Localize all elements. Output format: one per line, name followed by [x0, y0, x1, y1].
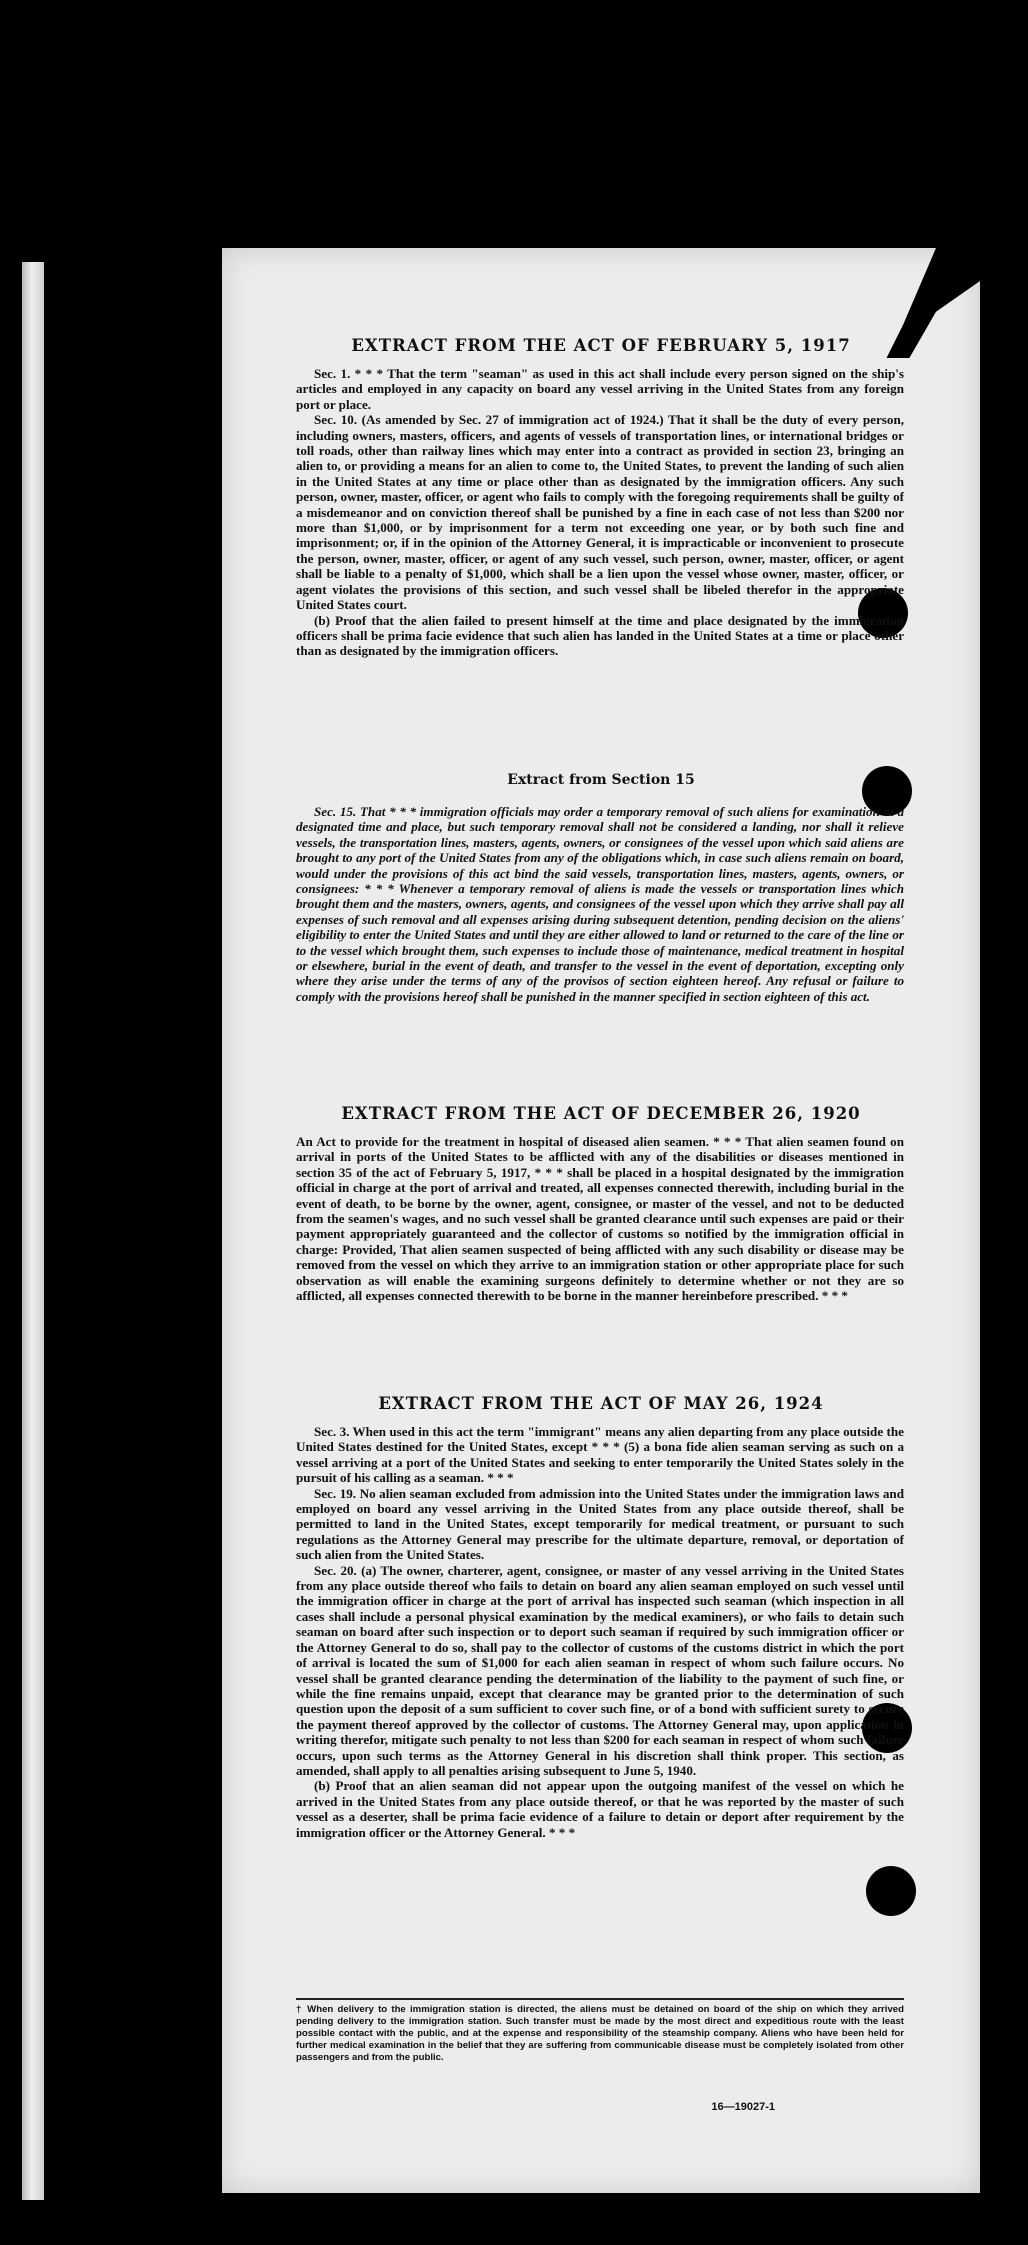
footnote: † When delivery to the immigration station is directed, the aliens must be detained on board of the ship on which they arrived pending delivery to the immigration station. Such transfer must be made by the most direct and expeditious route with the least possible contact with the public, and at the expense and responsibility of the steamship company. Aliens who have been held for further medical examination in the belief that they are suffering from communicable disease must be completely isolated from other passengers and from the public. [296, 2004, 904, 2063]
punch-hole [866, 1866, 916, 1916]
sec-3-paragraph: Sec. 3. When used in this act the term "immigrant" means any alien departing from any place outside the United States destined for the United States, except * * * (5) a bona fide alien seaman serving as such on a vessel arriving at a port of the United States and seeking to enter temporarily the United States solely in the pursuit of his calling as a seaman. * * * [296, 1424, 904, 1486]
left-paper-strip [22, 262, 44, 2200]
sec-10-paragraph: Sec. 10. (As amended by Sec. 27 of immigration act of 1924.) That it shall be the duty of every person, including owners, masters, officers, and agents of vessels of transportation lines, or international bridges or toll roads, other than railway lines which may enter into a contract as provided in section 23, bringing an alien to, or providing a means for an alien to come to, the United States, to prevent the landing of such alien in the United States at any time or place other than as designated by the immigration officers. Any such person, owner, master, officer, or agent who fails to comply with the foregoing requirements shall be guilty of a misdemeanor and on conviction thereof shall be punished by a fine in each case of not less than $200 nor more than $1,000, or by imprisonment for a term not exceeding one year, or by both such fine and imprisonment; or, if in the opinion of the Attorney General, it is impracticable or inconvenient to prosecute the person, owner, master, officer, or agent of any such vessel, such person, owner, master, officer, or agent shall be liable to a penalty of $1,000, which shall be a lien upon the vessel whose owner, master, officer, or agent violates the provisions of this section, and such vessel shall be libeled therefor in the appropriate United States court. [296, 412, 904, 613]
sec-1-paragraph: Sec. 1. * * * That the term "seaman" as used in this act shall include every person signed on the ship's articles and employed in any capacity on board any vessel arriving in the United States from any foreign port or place. [296, 366, 904, 412]
section-act-1924 [296, 1424, 904, 1840]
section-act-1920 [296, 1134, 904, 1303]
document-page [222, 248, 980, 2193]
heading-act-1924: EXTRACT FROM THE ACT OF MAY 26, 1924 [378, 1394, 824, 1413]
heading-act-1917: EXTRACT FROM THE ACT OF FEBRUARY 5, 1917 [351, 336, 851, 355]
heading-section-15: Extract from Section 15 [507, 772, 695, 788]
act-1920-paragraph: An Act to provide for the treatment in hospital of diseased alien seamen. * * * That alien seamen found on arrival in ports of the United States to be afflicted with any of the disabilities or diseases mentioned in section 35 of the act of February 5, 1917, * * * shall be placed in a hospital designated by the immigration official in charge at the port of arrival and treated, all expenses connected therewith, including burial in the event of death, to be borne by the owner, agent, consignee, or master of the vessel, and not to be deducted from the seamen's wages, and no such vessel shall be granted clearance until such expenses are paid or their payment appropriately guaranteed and the collector of customs so notified by the immigration official in charge: Provided, That alien seamen suspected of being afflicted with any such disability or disease may be removed from the vessel on which they arrive to an immigration station or other appropriate place for such observation as will enable the examining surgeons definitely to determine whether or not they are so afflicted, all expenses connected therewith to be borne in the manner hereinbefore prescribed. * * * [296, 1134, 904, 1304]
heading-act-1920: EXTRACT FROM THE ACT OF DECEMBER 26, 1920 [341, 1104, 861, 1123]
form-number: 16—19027-1 [711, 2101, 775, 2113]
footnote-divider [296, 1998, 904, 2000]
section-act-1917 [296, 366, 904, 659]
sec-10b-paragraph: (b) Proof that the alien failed to present himself at the time and place designated by the immigration officers shall be prima facie evidence that such alien has landed in the United States at a time or place other than as designated by the immigration officers. [296, 612, 904, 659]
section-15-block [296, 804, 904, 1004]
sec-20a-paragraph: Sec. 20. (a) The owner, charterer, agent, consignee, or master of any vessel arriving in the United States from any place outside thereof who fails to detain on board any alien seaman employed on such vessel until the immigration officer in charge at the port of arrival has inspected such seaman (which inspection in all cases shall include a personal physical examination by the medical examiners), or who fails to detain such seaman on board after such inspection or to deport such seaman if required by such immigration officer or the Attorney General to do so, shall pay to the collector of customs of the customs district in which the port of arrival is located the sum of $1,000 for each alien seaman in respect of whom such failure occurs. No vessel shall be granted clearance pending the determination of the liability to the payment of such fine, or while the fine remains unpaid, except that clearance may be granted prior to the determination of such question upon the deposit of a sum sufficient to cover such fine, or of a bond with sufficient surety to secure the payment thereof approved by the collector of customs. The Attorney General may, upon application in writing therefor, mitigate such penalty to not less than $200 for each seaman in respect of whom such failure occurs, upon such terms as the Attorney General in his discretion shall think proper. This section, as amended, shall apply to all penalties arising subsequent to June 5, 1940. [296, 1562, 904, 1778]
sec-19-paragraph: Sec. 19. No alien seaman excluded from admission into the United States under the immigration laws and employed on board any vessel arriving in the United States from any place outside thereof, shall be permitted to land in the United States, except temporarily for medical treatment, or pursuant to such regulations as the Attorney General may prescribe for the ultimate departure, removal, or deportation of such alien from the United States. [296, 1485, 904, 1563]
sec-20b-paragraph: (b) Proof that an alien seaman did not appear upon the outgoing manifest of the vessel on which he arrived in the United States from any place outside thereof, or that he was reported by the master of such vessel as a deserter, shall be prima facie evidence of a failure to detain or deport after requirement by the immigration officer or the Attorney General. * * * [296, 1778, 904, 1840]
sec-15-paragraph: Sec. 15. That * * * immigration officials may order a temporary removal of such aliens for examination at a designated time and place, but such temporary removal shall not be considered a landing, nor shall it relieve vessels, the transportation lines, masters, agents, owners, or consignees of the vessel upon which said aliens are brought to any port of the United States from any of the obligations which, in case such aliens remain on board, would under the provisions of this act bind the said vessels, transportation lines, masters, agents, owners, or consignees: * * * Whenever a temporary removal of aliens is made the vessels or transportation lines which brought them and the masters, owners, agents, and consignees of the vessel upon which they arrive shall pay all expenses of such removal and all expenses arising during subsequent detention, pending decision on the aliens' eligibility to enter the United States and until they are either allowed to land or returned to the care of the line or to the vessel which brought them, such expenses to include those of maintenance, medical treatment in hospital or elsewhere, burial in the event of death, and transfer to the vessel in the event of deportation, excepting only where they arise under the terms of any of the provisos of section eighteen hereof. Any refusal or failure to comply with the provisions hereof shall be punished in the manner specified in section eighteen of this act. [296, 804, 904, 1004]
